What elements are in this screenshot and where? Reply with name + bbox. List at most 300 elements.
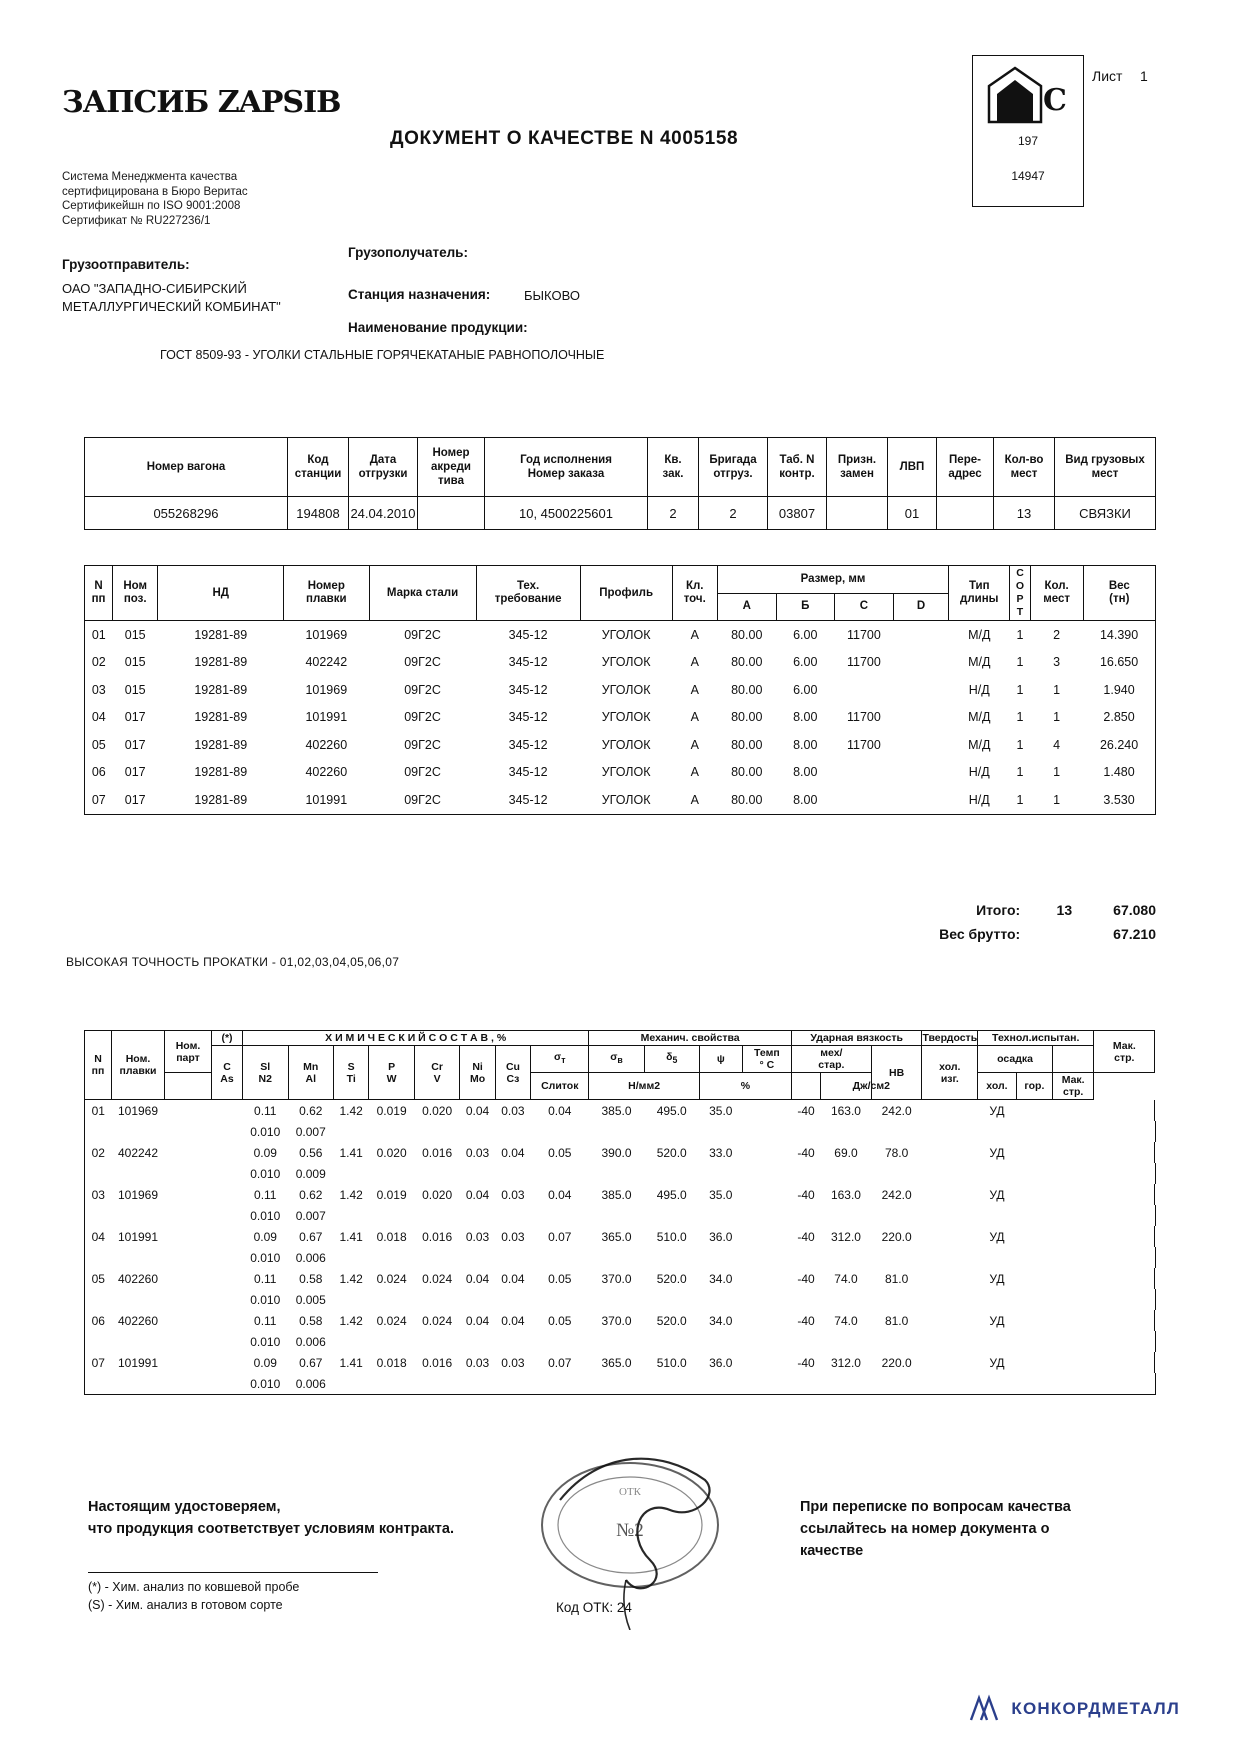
- th-impact-std: мех/ стар.: [791, 1046, 871, 1073]
- cell-p: 0.016: [422, 1229, 453, 1244]
- cell-sub-ingot: [212, 1373, 243, 1395]
- cell-sub-rest: [334, 1331, 1155, 1352]
- cell-cold-bend: УД: [989, 1229, 1005, 1244]
- cell-kcu-1: 312.0: [830, 1355, 861, 1370]
- cell-poz: 015: [124, 655, 146, 670]
- cell-weight: 3.530: [1083, 786, 1155, 814]
- cell-chem-heat: 101969: [117, 1187, 159, 1202]
- cell-cr: 0.04: [465, 1187, 490, 1202]
- th-chem-heat: Ном. плавки: [112, 1031, 165, 1100]
- cell-places: 3: [1053, 655, 1061, 670]
- cell-size-a: 80.00: [731, 737, 763, 752]
- table-row: [85, 1100, 1156, 1122]
- cell-profile: УГОЛОК: [580, 786, 672, 814]
- cell-acc: А: [690, 737, 699, 752]
- cell-temp: -40: [797, 1271, 815, 1286]
- cell-n2: 0.005: [295, 1292, 326, 1307]
- cell-kcu-1: 69.0: [834, 1145, 858, 1160]
- th-mn: Mn Al: [288, 1046, 334, 1100]
- cell-sub-rest: [334, 1373, 1155, 1395]
- th-cargo-kind: Вид грузовых мест: [1055, 438, 1156, 497]
- cell-chem-heat: 101969: [117, 1103, 159, 1118]
- cell-chem-n: 07: [85, 1352, 112, 1373]
- destination-station-label: Станция назначения:: [348, 287, 491, 302]
- cell-size-c: 11700: [846, 737, 881, 752]
- cell-c: 0.09: [253, 1229, 277, 1244]
- cell-hb: [922, 1310, 978, 1331]
- cell-si: 0.67: [299, 1355, 323, 1370]
- cell-sort: 1: [1016, 655, 1024, 670]
- cell-c: 0.09: [253, 1145, 277, 1160]
- cell-sigma-t: 370.0: [601, 1271, 632, 1286]
- cell-s: 0.018: [376, 1229, 407, 1244]
- gross-weight: 67.210: [1113, 926, 1156, 942]
- cell-psi: [742, 1310, 791, 1331]
- table-row: [85, 1352, 1156, 1373]
- cell-upset-hot: [1053, 1142, 1094, 1163]
- cell-hb: [922, 1142, 978, 1163]
- cell-sigma-v: 520.0: [656, 1145, 687, 1160]
- cell-size-d: [893, 649, 948, 677]
- cell-cu: 0.07: [548, 1355, 572, 1370]
- cell-sub-rest: [334, 1247, 1155, 1268]
- quality-stamp-box: [972, 55, 1084, 207]
- th-chem-n: N пп: [85, 1031, 112, 1100]
- stamp-number-2: 14947: [1011, 169, 1045, 183]
- cell-size-c: [834, 786, 893, 814]
- th-station-code: Код станции: [288, 438, 349, 497]
- cell-length-type: М/Д: [968, 710, 991, 725]
- cell-mn: 1.42: [339, 1187, 363, 1202]
- cell-sub-ingot: [212, 1121, 243, 1142]
- cell-tech: 345-12: [508, 655, 548, 670]
- note-s: (S) - Хим. анализ в готовом сорте: [88, 1598, 283, 1612]
- th-macro-2: Мак. стр.: [1053, 1073, 1094, 1100]
- cert-line-3: Сертификейшн по ISO 9001:2008: [62, 200, 241, 212]
- shipper-name: [62, 280, 362, 316]
- table-row: [85, 1184, 1156, 1205]
- cell-size-d: [893, 704, 948, 732]
- cell-chem-n: 03: [85, 1184, 112, 1205]
- cell-kcu-1: 163.0: [830, 1103, 861, 1118]
- total-label: Итого:: [976, 902, 1021, 918]
- th-cr: Cr V: [414, 1046, 460, 1100]
- cell-sort: 1: [1016, 682, 1024, 697]
- cell-grade: 09Г2С: [404, 737, 441, 752]
- cell-year-order: 10, 4500225601: [485, 497, 648, 530]
- cell-cold-bend: УД: [989, 1271, 1005, 1286]
- cell-weight: 26.240: [1083, 731, 1155, 759]
- cell-chem-party: [165, 1226, 212, 1247]
- table-row-sub: [85, 1331, 1156, 1352]
- cell-chem-n: 05: [85, 1268, 112, 1289]
- cell-mn: 1.42: [339, 1271, 363, 1286]
- cell-upset-cold: [1016, 1226, 1052, 1247]
- cell-chem-party: [165, 1100, 212, 1122]
- th-upset-cold: хол.: [978, 1073, 1017, 1100]
- cell-kcu-2: 220.0: [881, 1355, 912, 1370]
- cell-sigma-t: 365.0: [601, 1355, 632, 1370]
- cell-size-a: 80.00: [731, 710, 763, 725]
- company-logo: [62, 85, 341, 120]
- table-row-sub: [85, 1289, 1156, 1310]
- table-row: [85, 1226, 1156, 1247]
- cell-hb: [922, 1352, 978, 1373]
- cell-n: 02: [85, 649, 113, 677]
- cell-delta5: 35.0: [709, 1187, 733, 1202]
- shipper-name-line2: МЕТАЛЛУРГИЧЕСКИЙ КОМБИНАТ": [62, 299, 281, 314]
- cell-macro: [1094, 1100, 1155, 1122]
- cell-sigma-v: 520.0: [656, 1271, 687, 1286]
- cell-grade: 09Г2С: [369, 786, 476, 814]
- cell-temp: -40: [797, 1187, 815, 1202]
- cell-n: 04: [85, 704, 113, 732]
- th-brigade: Бригада отгруз.: [699, 438, 768, 497]
- cell-sort: 1: [1010, 786, 1030, 814]
- cell-tech: 345-12: [508, 765, 548, 780]
- cell-psi: [742, 1100, 791, 1122]
- th-profile: Профиль: [580, 566, 672, 621]
- th-p: P W: [369, 1046, 415, 1100]
- cell-sub-party: [165, 1373, 212, 1395]
- table-row: [85, 704, 1156, 732]
- cell-cu: 0.05: [548, 1145, 572, 1160]
- cell-as: 0.010: [250, 1292, 281, 1307]
- cell-temp: -40: [797, 1355, 815, 1370]
- cell-upset-cold: [1016, 1100, 1052, 1122]
- cell-c: 0.09: [253, 1355, 277, 1370]
- cell-hb: [922, 1268, 978, 1289]
- table-row: [85, 1142, 1156, 1163]
- cell-sub-ingot: [212, 1331, 243, 1352]
- th-sigma-v: $\sigma_в$: [589, 1046, 644, 1073]
- cell-ship-date: 24.04.2010: [349, 497, 418, 530]
- cell-sub-rest: [334, 1121, 1155, 1142]
- konkordmetall-logo-icon: [967, 1692, 1001, 1726]
- cell-psi: [742, 1352, 791, 1373]
- cell-as: 0.010: [250, 1334, 281, 1349]
- cell-macro: [1094, 1268, 1155, 1289]
- cell-as: 0.010: [243, 1373, 289, 1395]
- cell-kcu-1: 312.0: [830, 1229, 861, 1244]
- cell-grade: 09Г2С: [404, 682, 441, 697]
- cell-credit-no: [418, 497, 485, 530]
- cell-places: 4: [1053, 737, 1061, 752]
- cell-p: 0.020: [422, 1187, 453, 1202]
- page-title: ДОКУМЕНТ О КАЧЕСТВЕ N 4005158: [390, 128, 739, 149]
- th-impact-unit: Дж/см2: [821, 1073, 922, 1100]
- gost-standard-line: ГОСТ 8509-93 - УГОЛКИ СТАЛЬНЫЕ ГОРЯЧЕКАТАНЫЕ РАВНОПОЛОЧНЫЕ: [160, 348, 605, 362]
- cell-replace: [827, 497, 888, 530]
- mc-stamp-icon: [985, 64, 1069, 126]
- cell-kv: 2: [648, 497, 699, 530]
- cell-station-code: 194808: [288, 497, 349, 530]
- cell-size-b: 8.00: [776, 786, 834, 814]
- cell-p: 0.024: [422, 1313, 453, 1328]
- cell-psi: [742, 1184, 791, 1205]
- cell-p: 0.024: [422, 1271, 453, 1286]
- cell-chem-heat: 402260: [117, 1271, 159, 1286]
- cell-chem-heat: 101991: [117, 1355, 159, 1370]
- cell-c: 0.11: [254, 1187, 277, 1202]
- cell-acc: А: [690, 710, 699, 725]
- cell-cr: 0.03: [465, 1145, 490, 1160]
- cell-heat: 402260: [305, 737, 348, 752]
- cell-macro: [1094, 1142, 1155, 1163]
- cell-hb: [922, 1100, 978, 1122]
- cell-tab-n: 03807: [768, 497, 827, 530]
- cell-size-a: 80.00: [731, 655, 763, 670]
- cell-kcu-2: 81.0: [884, 1271, 909, 1286]
- cell-n2: 0.006: [295, 1334, 326, 1349]
- cell-s: 0.018: [376, 1355, 407, 1370]
- cell-sort: 1: [1016, 737, 1024, 752]
- cell-size-b: 8.00: [793, 710, 818, 725]
- table-row-sub: [85, 1121, 1156, 1142]
- cell-sub-end: [1155, 1373, 1156, 1395]
- table-row-sub: [85, 1163, 1156, 1184]
- otk-code: Код ОТК: 24: [556, 1600, 632, 1615]
- th-credit-no: Номер акреди тива: [418, 438, 485, 497]
- cell-chem-ingot: [212, 1142, 243, 1163]
- cell-heat: 402242: [305, 655, 348, 670]
- cell-profile: УГОЛОК: [601, 682, 651, 697]
- cell-weight: 16.650: [1083, 649, 1155, 677]
- th-chem-party: Ном. парт: [165, 1031, 212, 1073]
- th-ni: Ni Mo: [460, 1046, 495, 1100]
- cell-sigma-v: 495.0: [656, 1187, 687, 1202]
- cell-size-b: 8.00: [793, 737, 818, 752]
- cell-size-a: 80.00: [731, 765, 763, 780]
- cell-kcu-1: 74.0: [834, 1313, 858, 1328]
- cell-mn: 1.41: [339, 1145, 363, 1160]
- cell-profile: УГОЛОК: [601, 710, 651, 725]
- note-star: (*) - Хим. анализ по ковшевой пробе: [88, 1580, 300, 1594]
- cell-poz: 015: [124, 627, 146, 642]
- cell-sub-n: [85, 1289, 112, 1310]
- cell-cu: 0.04: [548, 1103, 572, 1118]
- cell-places: 1: [1030, 786, 1083, 814]
- chemical-table-body: [85, 1100, 1156, 1395]
- cell-cr: 0.04: [465, 1313, 490, 1328]
- gross-label: Вес брутто:: [939, 926, 1021, 942]
- cell-temp: -40: [797, 1145, 815, 1160]
- cell-size-b: 8.00: [793, 765, 818, 780]
- cell-grade: 09Г2С: [404, 655, 441, 670]
- cell-size-c: 11700: [846, 710, 881, 725]
- cell-sub-ingot: [212, 1163, 243, 1184]
- cell-cold-bend: УД: [989, 1187, 1005, 1202]
- th-delta5: $\delta_5$: [644, 1046, 699, 1073]
- cell-sigma-t: 385.0: [601, 1187, 632, 1202]
- cell-length-type: Н/Д: [968, 765, 990, 780]
- cell-mn: 1.42: [339, 1313, 363, 1328]
- cell-sigma-t: 390.0: [601, 1145, 632, 1160]
- cell-ni: 0.03: [501, 1355, 525, 1370]
- cell-size-d: [893, 731, 948, 759]
- cell-poz: 017: [124, 737, 146, 752]
- th-places-count: Кол-во мест: [994, 438, 1055, 497]
- cert-line-4: Сертификат № RU227236/1: [62, 214, 211, 227]
- cell-sub-end: [1155, 1205, 1156, 1226]
- cell-psi: [742, 1226, 791, 1247]
- cell-lvp: 01: [888, 497, 937, 530]
- wagon-table: [84, 437, 1156, 530]
- precision-note: ВЫСОКАЯ ТОЧНОСТЬ ПРОКАТКИ - 01,02,03,04,05,06,07: [66, 955, 400, 969]
- cell-sub-party: [165, 1205, 212, 1226]
- logo-text: ЗАПСИБ ZAPSIB: [62, 85, 341, 120]
- cell-mn: 1.41: [339, 1355, 363, 1370]
- cell-sigma-v: 495.0: [656, 1103, 687, 1118]
- cell-hb: [922, 1226, 978, 1247]
- cell-c: 0.11: [254, 1313, 277, 1328]
- chemical-table: [84, 1030, 1156, 1395]
- th-sort: С О Р Т: [1010, 566, 1030, 621]
- cell-length-type: М/Д: [968, 627, 991, 642]
- cell-size-b: 6.00: [793, 655, 818, 670]
- footer-divider: [88, 1572, 378, 1573]
- th-cu: Cu Сз: [495, 1046, 530, 1100]
- cell-chem-party: [165, 1310, 212, 1331]
- cell-sub-end: [1155, 1163, 1156, 1184]
- cell-chem-n: 02: [85, 1142, 112, 1163]
- shipper-label: Грузоотправитель:: [62, 257, 190, 272]
- th-macro-group: Мак. стр.: [1094, 1031, 1155, 1073]
- cell-profile: УГОЛОК: [601, 655, 651, 670]
- cell-kcu-1: 163.0: [830, 1187, 861, 1202]
- th-c: C As: [212, 1046, 243, 1100]
- cell-upset-cold: [1016, 1268, 1052, 1289]
- cell-n: 07: [85, 786, 113, 814]
- cell-sub-party: [165, 1331, 212, 1352]
- cell-cr: 0.04: [465, 1103, 490, 1118]
- th-tech-test-group: Технол.испытан.: [978, 1031, 1094, 1046]
- cell-n2: 0.009: [295, 1166, 326, 1181]
- totals-block: [939, 898, 1156, 946]
- cell-chem-heat: 402242: [117, 1145, 159, 1160]
- cell-upset-cold: [1016, 1310, 1052, 1331]
- cell-upset-hot: [1053, 1100, 1094, 1122]
- cell-sub-end: [1155, 1247, 1156, 1268]
- th-tech-requirement: Тех. требование: [476, 566, 580, 621]
- table-row: [85, 497, 1156, 530]
- cell-size-d: [893, 676, 948, 704]
- cell-chem-n: 01: [85, 1100, 112, 1122]
- table-row: [85, 759, 1156, 787]
- cert-line-1: Система Менеджмента качества: [62, 171, 238, 183]
- cell-nd: 19281-89: [194, 655, 248, 670]
- cell-nd: 19281-89: [194, 710, 248, 725]
- cell-size-a: 80.00: [731, 627, 763, 642]
- correspondence-note: [800, 1496, 1071, 1562]
- cell-sub-party: [165, 1247, 212, 1268]
- cell-si: 0.67: [299, 1229, 323, 1244]
- cell-size-d: [893, 621, 948, 649]
- cell-sub-party: [165, 1121, 212, 1142]
- th-ingot: Слиток: [531, 1073, 589, 1100]
- cell-n: 05: [85, 731, 113, 759]
- cell-sub-heat: [112, 1289, 165, 1310]
- table-row-sub: [85, 1205, 1156, 1226]
- cell-heat: 101991: [305, 710, 348, 725]
- cell-ni: 0.03: [501, 1229, 525, 1244]
- cell-nd: 19281-89: [194, 627, 248, 642]
- position-table-body: [85, 621, 1156, 815]
- cell-si: 0.62: [299, 1103, 323, 1118]
- cell-brigade: 2: [699, 497, 768, 530]
- th-cold-bend: хол. изг.: [922, 1046, 978, 1100]
- th-weight: Вес (тн): [1083, 566, 1155, 621]
- cell-grade: 09Г2С: [404, 765, 441, 780]
- th-mech-group: Механич. свойства: [589, 1031, 792, 1046]
- cell-sub-heat: [112, 1205, 165, 1226]
- cell-n: 03: [85, 676, 113, 704]
- cell-tech: 345-12: [508, 710, 548, 725]
- cell-s: 0.024: [376, 1271, 407, 1286]
- cell-sub-heat: [112, 1163, 165, 1184]
- th-unit-pct: %: [699, 1073, 791, 1100]
- cell-kcu-2: 220.0: [881, 1229, 912, 1244]
- cell-sub-end: [1155, 1121, 1156, 1142]
- cell-delta5: 33.0: [709, 1145, 733, 1160]
- svg-text:№2: №2: [616, 1520, 644, 1541]
- cell-sub-rest: [334, 1163, 1155, 1184]
- product-name-label: Наименование продукции:: [348, 320, 528, 335]
- right-line-1: При переписке по вопросам качества: [800, 1499, 1071, 1515]
- cell-sub-heat: [112, 1331, 165, 1352]
- cell-chem-ingot: [212, 1352, 243, 1373]
- cell-weight: 2.850: [1083, 704, 1155, 732]
- cell-sub-heat: [112, 1121, 165, 1142]
- cell-heat: 101969: [305, 682, 348, 697]
- cell-n: 06: [85, 759, 113, 787]
- table-row: [85, 649, 1156, 677]
- cell-si: 0.58: [299, 1313, 323, 1328]
- cell-size-c: [834, 759, 893, 787]
- cell-upset-cold: [1016, 1352, 1052, 1373]
- cell-kcu-2: 242.0: [881, 1103, 912, 1118]
- cell-chem-heat: 402260: [117, 1313, 159, 1328]
- th-hardness-group: Твердость: [922, 1032, 978, 1044]
- cell-chem-n: 04: [85, 1226, 112, 1247]
- svg-text:ОТК: ОТК: [619, 1486, 641, 1498]
- cell-p: 0.016: [422, 1145, 453, 1160]
- cell-chem-ingot: [212, 1184, 243, 1205]
- cell-nd: 19281-89: [158, 786, 284, 814]
- cell-size-b: 6.00: [793, 682, 818, 697]
- th-size-d: D: [893, 593, 948, 621]
- cell-profile: УГОЛОК: [601, 765, 651, 780]
- cell-acc: А: [672, 786, 717, 814]
- cell-length-type: М/Д: [968, 737, 991, 752]
- cell-sub-ingot: [212, 1247, 243, 1268]
- cell-weight: 1.940: [1083, 676, 1155, 704]
- cell-sub-heat: [112, 1247, 165, 1268]
- cell-heat: 402260: [305, 765, 348, 780]
- th-length-type: Тип длины: [949, 566, 1010, 621]
- cell-heat: 101991: [284, 786, 369, 814]
- th-accuracy-class: Кл. точ.: [672, 566, 717, 621]
- cell-nd: 19281-89: [194, 737, 248, 752]
- cell-sigma-v: 510.0: [656, 1229, 687, 1244]
- analysis-notes: [88, 1578, 299, 1614]
- cell-tech: 345-12: [476, 786, 580, 814]
- cell-c: 0.11: [254, 1271, 277, 1286]
- cell-chem-ingot: [212, 1268, 243, 1289]
- cell-sub-n: [85, 1331, 112, 1352]
- cell-upset-cold: [1016, 1142, 1052, 1163]
- cell-as: 0.010: [250, 1250, 281, 1265]
